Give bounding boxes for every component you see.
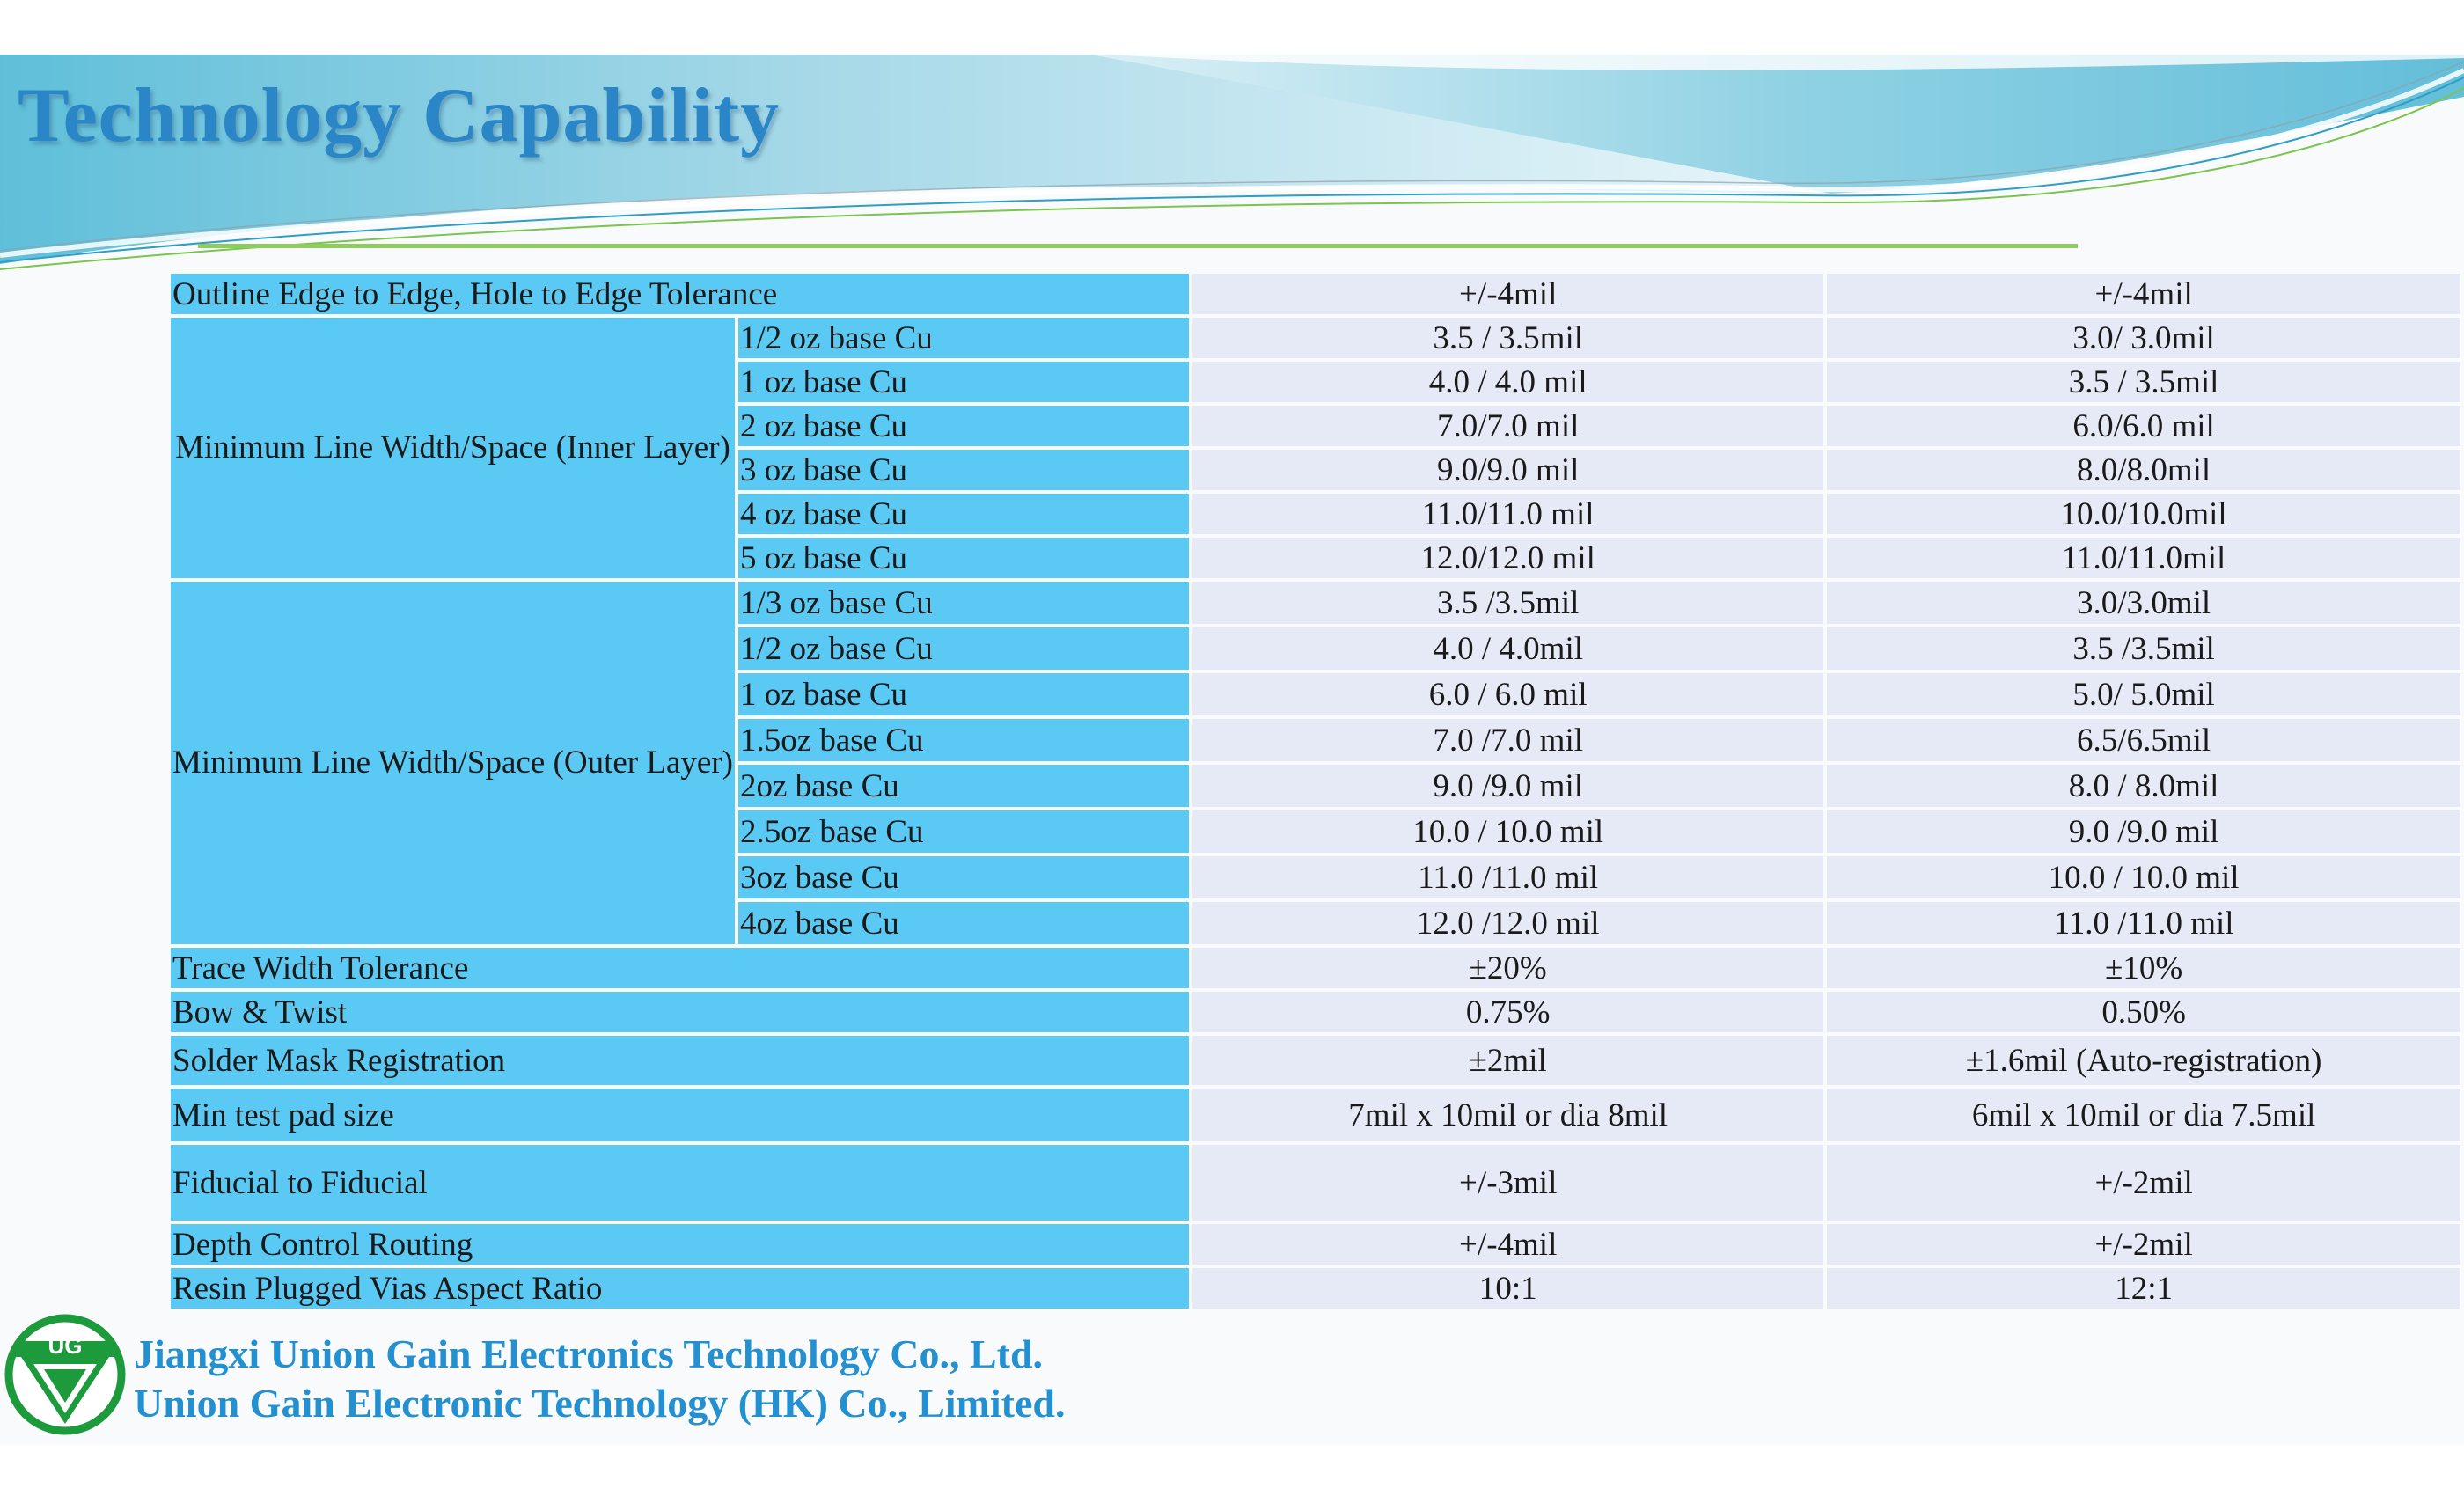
table-row xyxy=(171,274,2460,314)
row-label: Min test pad size xyxy=(171,1089,1189,1141)
value-cell: 4.0 / 4.0 mil xyxy=(1192,362,1823,402)
value-cell: +/-3mil xyxy=(1192,1145,1823,1221)
sub-label: 1 oz base Cu xyxy=(738,362,1189,402)
value-cell: 10.0/10.0mil xyxy=(1827,494,2460,534)
value-cell: 4.0 / 4.0mil xyxy=(1192,627,1823,670)
footer xyxy=(0,1309,2464,1450)
group-label-inner-layer: Minimum Line Width/Space (Inner Layer) xyxy=(171,318,735,578)
sub-label: 1/2 oz base Cu xyxy=(738,318,1189,358)
value-cell: 6.0 / 6.0 mil xyxy=(1192,673,1823,715)
sub-label: 2 oz base Cu xyxy=(738,406,1189,446)
capability-table xyxy=(167,270,2464,1312)
table-row xyxy=(171,1089,2460,1141)
value-cell: 0.50% xyxy=(1827,992,2460,1032)
value-cell: 9.0 /9.0 mil xyxy=(1192,765,1823,807)
value-cell: 6mil x 10mil or dia 7.5mil xyxy=(1827,1089,2460,1141)
row-label: Trace Width Tolerance xyxy=(171,948,1189,988)
company-name-cn: Jiangxi Union Gain Electronics Technology Co., Ltd. xyxy=(134,1331,1044,1376)
table-row xyxy=(171,1036,2460,1085)
value-cell: ±1.6mil (Auto-registration) xyxy=(1827,1036,2460,1085)
value-cell: 11.0/11.0mil xyxy=(1827,538,2460,578)
value-cell: 11.0/11.0 mil xyxy=(1192,494,1823,534)
sub-label: 3 oz base Cu xyxy=(738,450,1189,490)
value-cell: ±2mil xyxy=(1192,1036,1823,1085)
table-row xyxy=(171,1145,2460,1221)
row-label: Depth Control Routing xyxy=(171,1224,1189,1265)
value-cell: 0.75% xyxy=(1192,992,1823,1032)
value-cell: +/-2mil xyxy=(1827,1224,2460,1265)
table-row xyxy=(171,1224,2460,1265)
sub-label: 1.5oz base Cu xyxy=(738,719,1189,761)
value-cell: 3.0/3.0mil xyxy=(1827,582,2460,624)
value-cell: 11.0 /11.0 mil xyxy=(1827,902,2460,944)
company-name-hk: Union Gain Electronic Technology (HK) Co., Limited. xyxy=(134,1381,1066,1426)
value-cell: 8.0 / 8.0mil xyxy=(1827,765,2460,807)
sub-label: 1/3 oz base Cu xyxy=(738,582,1189,624)
value-cell: 9.0/9.0 mil xyxy=(1192,450,1823,490)
table-row xyxy=(171,1268,2460,1309)
sub-label: 4oz base Cu xyxy=(738,902,1189,944)
sub-label: 1 oz base Cu xyxy=(738,673,1189,715)
value-cell: +/-4mil xyxy=(1192,1224,1823,1265)
value-cell: ±10% xyxy=(1827,948,2460,988)
sub-label: 4 oz base Cu xyxy=(738,494,1189,534)
row-label: Resin Plugged Vias Aspect Ratio xyxy=(171,1268,1189,1309)
value-cell: ±20% xyxy=(1192,948,1823,988)
table-row xyxy=(171,992,2460,1032)
value-cell: 7mil x 10mil or dia 8mil xyxy=(1192,1089,1823,1141)
title-divider xyxy=(198,244,2078,248)
value-cell: 10.0 / 10.0 mil xyxy=(1192,810,1823,853)
sub-label: 3oz base Cu xyxy=(738,856,1189,898)
logo-letters: UG xyxy=(48,1332,83,1359)
value-cell: 6.0/6.0 mil xyxy=(1827,406,2460,446)
value-cell: +/-4mil xyxy=(1827,274,2460,314)
value-cell: 12:1 xyxy=(1827,1268,2460,1309)
table-row xyxy=(171,318,2460,358)
sub-label: 5 oz base Cu xyxy=(738,538,1189,578)
value-cell: +/-4mil xyxy=(1192,274,1823,314)
value-cell: 5.0/ 5.0mil xyxy=(1827,673,2460,715)
value-cell: 8.0/8.0mil xyxy=(1827,450,2460,490)
value-cell: 10:1 xyxy=(1192,1268,1823,1309)
value-cell: 7.0/7.0 mil xyxy=(1192,406,1823,446)
row-label: Bow & Twist xyxy=(171,992,1189,1032)
page-title: Technology Capability xyxy=(18,73,781,158)
value-cell: 6.5/6.5mil xyxy=(1827,719,2460,761)
value-cell: 3.0/ 3.0mil xyxy=(1827,318,2460,358)
row-label: Outline Edge to Edge, Hole to Edge Tolerance xyxy=(171,274,1189,314)
sub-label: 2.5oz base Cu xyxy=(738,810,1189,853)
row-label: Solder Mask Registration xyxy=(171,1036,1189,1085)
value-cell: 10.0 / 10.0 mil xyxy=(1827,856,2460,898)
row-label: Fiducial to Fiducial xyxy=(171,1145,1189,1221)
value-cell: 3.5 /3.5mil xyxy=(1192,582,1823,624)
company-logo-icon xyxy=(4,1311,132,1440)
value-cell: 12.0 /12.0 mil xyxy=(1192,902,1823,944)
value-cell: 3.5 / 3.5mil xyxy=(1827,362,2460,402)
value-cell: 3.5 /3.5mil xyxy=(1827,627,2460,670)
sub-label: 1/2 oz base Cu xyxy=(738,627,1189,670)
value-cell: 3.5 / 3.5mil xyxy=(1192,318,1823,358)
group-label-outer-layer: Minimum Line Width/Space (Outer Layer) xyxy=(171,582,735,944)
table-row xyxy=(171,948,2460,988)
table-row xyxy=(171,582,2460,624)
value-cell: 9.0 /9.0 mil xyxy=(1827,810,2460,853)
value-cell: +/-2mil xyxy=(1827,1145,2460,1221)
value-cell: 11.0 /11.0 mil xyxy=(1192,856,1823,898)
value-cell: 12.0/12.0 mil xyxy=(1192,538,1823,578)
value-cell: 7.0 /7.0 mil xyxy=(1192,719,1823,761)
sub-label: 2oz base Cu xyxy=(738,765,1189,807)
